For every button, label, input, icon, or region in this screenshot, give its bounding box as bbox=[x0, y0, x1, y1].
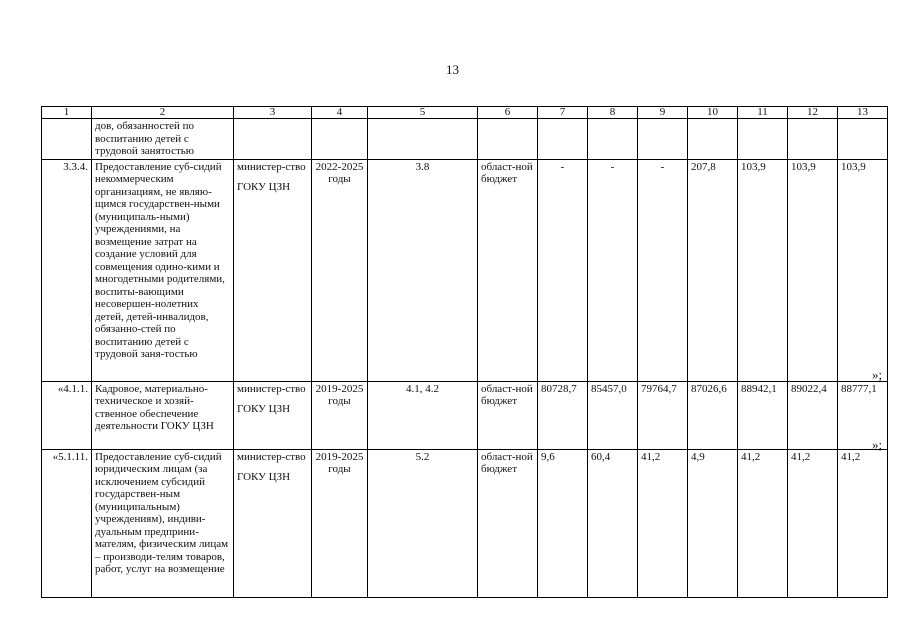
row-executor bbox=[234, 449, 312, 597]
header-cell: 1 bbox=[42, 107, 92, 119]
value-cell: 41,2 bbox=[638, 449, 688, 597]
closing-quote-mark: »; bbox=[872, 437, 883, 452]
header-cell: 12 bbox=[788, 107, 838, 119]
value-cell: 60,4 bbox=[588, 449, 638, 597]
row-number: «4.1.1. bbox=[42, 381, 92, 449]
row-executor bbox=[234, 381, 312, 449]
row-source: област-ной бюджет bbox=[478, 381, 538, 449]
value-cell: 85457,0 bbox=[588, 381, 638, 449]
row-executor bbox=[234, 159, 312, 381]
value-cell: - bbox=[588, 159, 638, 381]
value-cell: 79764,7 bbox=[638, 381, 688, 449]
table-row-continuation bbox=[42, 119, 888, 160]
executor-ministry: министер-ство bbox=[237, 450, 306, 463]
table-row bbox=[42, 449, 888, 597]
value-cell: 103,9 bbox=[788, 159, 838, 381]
header-cell: 10 bbox=[688, 107, 738, 119]
header-cell: 2 bbox=[92, 107, 234, 119]
executor-agency: ГОКУ ЦЗН bbox=[237, 181, 291, 193]
header-cell: 11 bbox=[738, 107, 788, 119]
row-years: 2019-2025 годы bbox=[312, 381, 368, 449]
value-cell: 88942,1 bbox=[738, 381, 788, 449]
row-source: област-ной бюджет bbox=[478, 449, 538, 597]
header-cell: 9 bbox=[638, 107, 688, 119]
header-cell: 13 bbox=[838, 107, 888, 119]
table-row bbox=[42, 381, 888, 449]
value-cell: 87026,6 bbox=[688, 381, 738, 449]
executor-agency: ГОКУ ЦЗН bbox=[237, 403, 291, 415]
value-cell: 103,9 bbox=[838, 159, 888, 381]
closing-quote-mark: »; bbox=[872, 367, 883, 382]
executor-ministry: министер-ство bbox=[237, 382, 306, 395]
row-goal: 3.8 bbox=[368, 159, 478, 381]
value-cell: 103,9 bbox=[738, 159, 788, 381]
value-cell: 89022,4 bbox=[788, 381, 838, 449]
value-cell: 41,2 bbox=[788, 449, 838, 597]
row-description: Предоставление суб-сидий некоммерческим организациям, не являю-щимся государствен-ными (муниципаль-ными) учреждениями, на возмещение затрат на создание условий для совмещения одино-кими и многодетными родителями, воспиты-вающими несовершен-нолетних детей, детей-инвалидов, обязанно-стей по воспитанию детей с трудовой заня-тостью bbox=[92, 159, 234, 381]
executor-agency: ГОКУ ЦЗН bbox=[237, 471, 291, 483]
row-description: Предоставление суб-сидий юридическим лицам (за исключением субсидий государствен-ным (муниципальным) учреждениям), индиви-дуальным предприни-мателям, физическим лицам – производи-телям товаров, работ, услуг на возмещение bbox=[92, 449, 234, 597]
header-row bbox=[42, 107, 888, 119]
page-number: 13 bbox=[446, 62, 459, 77]
value-cell: 207,8 bbox=[688, 159, 738, 381]
header-cell: 7 bbox=[538, 107, 588, 119]
row-number: «5.1.11. bbox=[42, 449, 92, 597]
row-goal: 5.2 bbox=[368, 449, 478, 597]
row-number: 3.3.4. bbox=[42, 159, 92, 381]
row-description: Кадровое, материально-техническое и хозяй-ственное обеспечение деятельности ГОКУ ЦЗН bbox=[92, 381, 234, 449]
value-cell: 9,6 bbox=[538, 449, 588, 597]
header-cell: 6 bbox=[478, 107, 538, 119]
row-description: дов, обязанностей по воспитанию детей с трудовой занятостью bbox=[92, 119, 234, 160]
row-goal: 4.1, 4.2 bbox=[368, 381, 478, 449]
value-cell: 88777,1 bbox=[838, 381, 888, 449]
value-cell: 4,9 bbox=[688, 449, 738, 597]
header-cell: 5 bbox=[368, 107, 478, 119]
value-cell: 41,2 bbox=[838, 449, 888, 597]
executor-ministry: министер-ство bbox=[237, 160, 306, 173]
row-source: област-ной бюджет bbox=[478, 159, 538, 381]
table-row bbox=[42, 159, 888, 381]
row-years: 2019-2025 годы bbox=[312, 449, 368, 597]
value-cell: - bbox=[638, 159, 688, 381]
value-cell: - bbox=[538, 159, 588, 381]
value-cell: 41,2 bbox=[738, 449, 788, 597]
header-cell: 4 bbox=[312, 107, 368, 119]
program-table bbox=[41, 106, 888, 598]
header-cell: 3 bbox=[234, 107, 312, 119]
header-cell: 8 bbox=[588, 107, 638, 119]
row-years: 2022-2025 годы bbox=[312, 159, 368, 381]
value-cell: 80728,7 bbox=[538, 381, 588, 449]
